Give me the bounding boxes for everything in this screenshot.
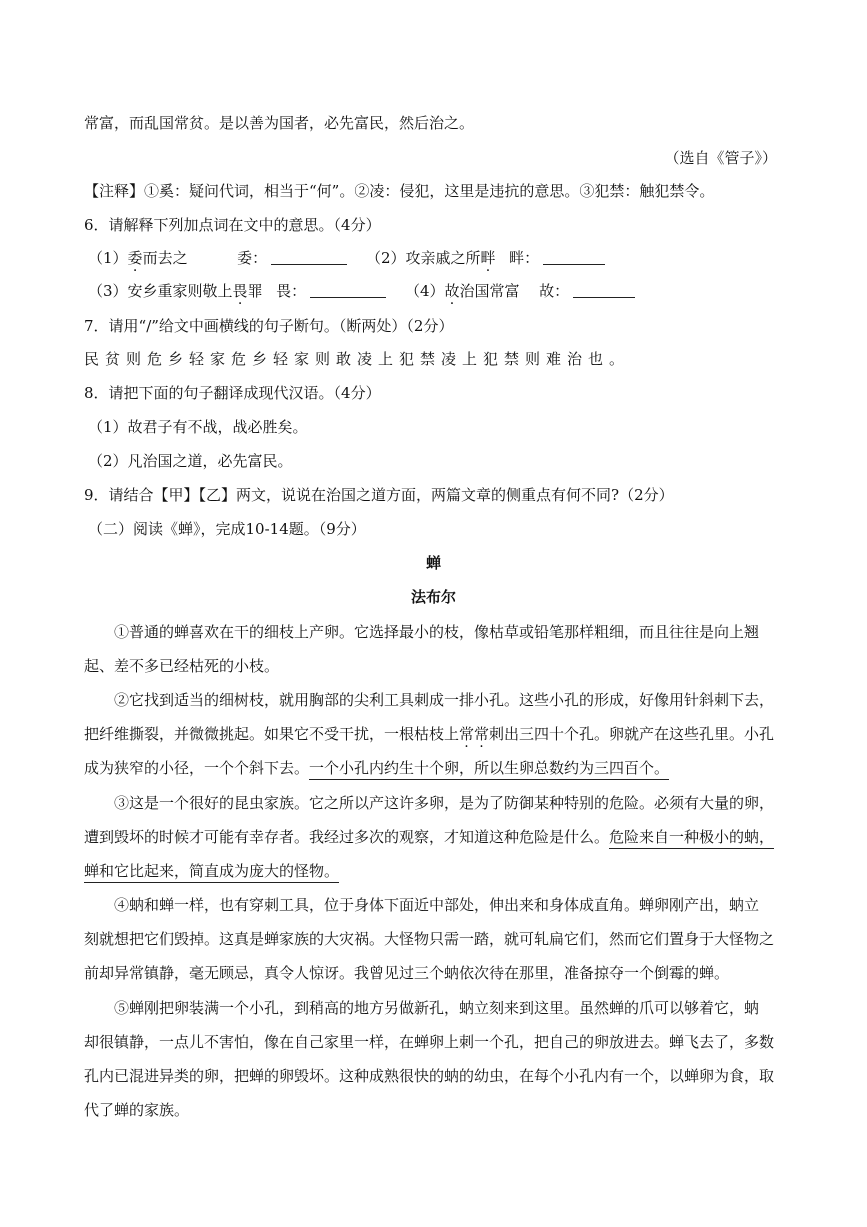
p3-underlined-end: 蝉和它比起来，简直成为庞大的怪物。 bbox=[84, 862, 339, 883]
paragraph-3-line-3 bbox=[84, 861, 867, 881]
paragraph-2-line-2 bbox=[84, 724, 867, 744]
p2-underlined-sentence: 一个小孔内约生十个卵，所以生卵总数约为三四百个。 bbox=[309, 759, 669, 780]
question-6-row-2 bbox=[88, 281, 867, 301]
q7-sentence: 民贫则危乡轻家危乡轻家则敢凌上犯禁凌上犯禁则难治也。 bbox=[84, 350, 631, 368]
paragraph-5-line-1: ⑤蝉刚把卵装满一个小孔，到稍高的地方另做新孔，蚋立刻来到这里。虽然蝉的爪可以够着它，蚋 bbox=[114, 999, 760, 1017]
paragraph-5-line-4: 代了蝉的家族。 bbox=[84, 1101, 190, 1119]
q6-2-label: 畔： bbox=[509, 249, 540, 267]
question-6-row-1 bbox=[88, 248, 867, 268]
paragraph-4-line-3: 前却异常镇静，毫无顾忌，真令人惊讶。我曾见过三个蚋依次待在那里，准备掠夺一个倒霉的蝉。 bbox=[84, 964, 730, 982]
paragraph-2-line-1: ②它找到适当的细树枝，就用胸部的尖利工具刺成一排小孔。这些小孔的形成，好像用针斜刺下去， bbox=[114, 691, 775, 709]
q6-4-prefix: （4） bbox=[404, 282, 445, 300]
p3-line2-plain: 遭到毁坏的时候才可能有幸存者。我经过多次的观察，才知道这种危险是什么。 bbox=[84, 828, 610, 846]
q6-1-label: 委： bbox=[237, 249, 268, 267]
paragraph-5-line-3: 孔内已混进异类的卵，把蝉的卵毁坏。这种成熟很快的蚋的幼虫，在每个小孔内有一个，以蝉卵为食，取 bbox=[84, 1067, 775, 1085]
question-7: 7．请用“/”给文中画横线的句子断句。（断两处）（2分） bbox=[84, 317, 454, 335]
q6-3-label: 畏： bbox=[276, 282, 307, 300]
question-8: 8．请把下面的句子翻译成现代汉语。（4分） bbox=[84, 384, 381, 402]
q6-1-suffix: 而去之 bbox=[142, 249, 188, 267]
paragraph-1-line-2: 起、差不多已经枯死的小枝。 bbox=[84, 657, 280, 675]
annotation-note: 【注释】①奚：疑问代词，相当于“何”。②凌：侵犯，这里是违抗的意思。③犯禁：触犯禁令。 bbox=[84, 182, 715, 200]
q6-4-dotted-char: 故 bbox=[444, 282, 460, 300]
q6-4-label: 故： bbox=[539, 282, 570, 300]
q6-1-answer-blank[interactable] bbox=[271, 250, 347, 265]
p2-dotted-char-2: 常 bbox=[474, 725, 490, 743]
question-9: 9．请结合【甲】【乙】两文，说说在治国之道方面，两篇文章的侧重点有何不同?（2分） bbox=[84, 486, 674, 504]
q6-1-prefix: （1） bbox=[88, 249, 128, 267]
q8-item-1: （1）故君子有不战，战必胜矣。 bbox=[88, 418, 308, 436]
paragraph-3-line-1: ③这是一个很好的昆虫家族。它之所以产这许多卵，是为了防御某种特别的危险。必须有大量的卵， bbox=[114, 794, 775, 812]
p2-line3-plain: 成为狭窄的小径，一个个斜下去。 bbox=[84, 759, 310, 777]
paragraph-4-line-2: 刻就想把它们毁掉。这真是蝉家族的大灾祸。大怪物只需一踏，就可轧扁它们，然而它们置身于大怪物之 bbox=[84, 930, 775, 948]
p3-underlined-start: 危险来自一种极小的蚋， bbox=[609, 828, 774, 849]
q6-3-prefix: （3）安乡重家则敬上 bbox=[88, 282, 233, 300]
q6-3-answer-blank[interactable] bbox=[310, 283, 386, 298]
q6-2-dotted-char: 畔 bbox=[480, 249, 496, 267]
q6-1-dotted-char: 委 bbox=[127, 249, 143, 267]
q6-4-suffix: 治国常富 bbox=[459, 282, 520, 300]
p2-line2-part-1: 把纤维撕裂，并微微挑起。如果它不受干扰，一根枯枝上 bbox=[84, 725, 460, 743]
source-citation: （选自《管子》） bbox=[664, 149, 777, 167]
article-author: 法布尔 bbox=[410, 588, 456, 606]
q6-3-suffix: 罪 bbox=[247, 282, 263, 300]
section-2-heading: （二）阅读《蝉》，完成10-14题。（9分） bbox=[88, 520, 366, 538]
intro-line: 常富，而乱国常贫。是以善为国者，必先富民，然后治之。 bbox=[84, 114, 475, 132]
p2-dotted-char-1: 常 bbox=[459, 725, 475, 743]
article-title: 蝉 bbox=[425, 554, 441, 572]
q6-2-answer-blank[interactable] bbox=[543, 250, 605, 265]
paragraph-5-line-2: 却很镇静，一点儿不害怕，像在自己家里一样，在蝉卵上刺一个孔，把自己的卵放进去。蝉飞去了，多数 bbox=[84, 1033, 775, 1051]
paragraph-1-line-1: ①普通的蝉喜欢在干的细枝上产卵。它选择最小的枝，像枯草或铅笔那样粗细，而且往往是向上翘 bbox=[114, 623, 760, 641]
paragraph-4-line-1: ④蚋和蝉一样，也有穿刺工具，位于身体下面近中部处，伸出来和身体成直角。蝉卵刚产出，蚋立 bbox=[114, 896, 760, 914]
p2-line2-part-2: 刺出三四十个孔。卵就产在这些孔里。小孔 bbox=[489, 725, 775, 743]
q6-4-answer-blank[interactable] bbox=[573, 283, 635, 298]
q8-item-2: （2）凡治国之道，必先富民。 bbox=[88, 452, 293, 470]
question-6: 6．请解释下列加点词在文中的意思。（4分） bbox=[84, 216, 381, 234]
q6-3-dotted-char: 畏 bbox=[232, 282, 248, 300]
paragraph-3-line-2 bbox=[84, 827, 867, 847]
q6-2-prefix: （2）攻亲戚之所 bbox=[365, 249, 481, 267]
paragraph-2-line-3 bbox=[84, 758, 867, 778]
